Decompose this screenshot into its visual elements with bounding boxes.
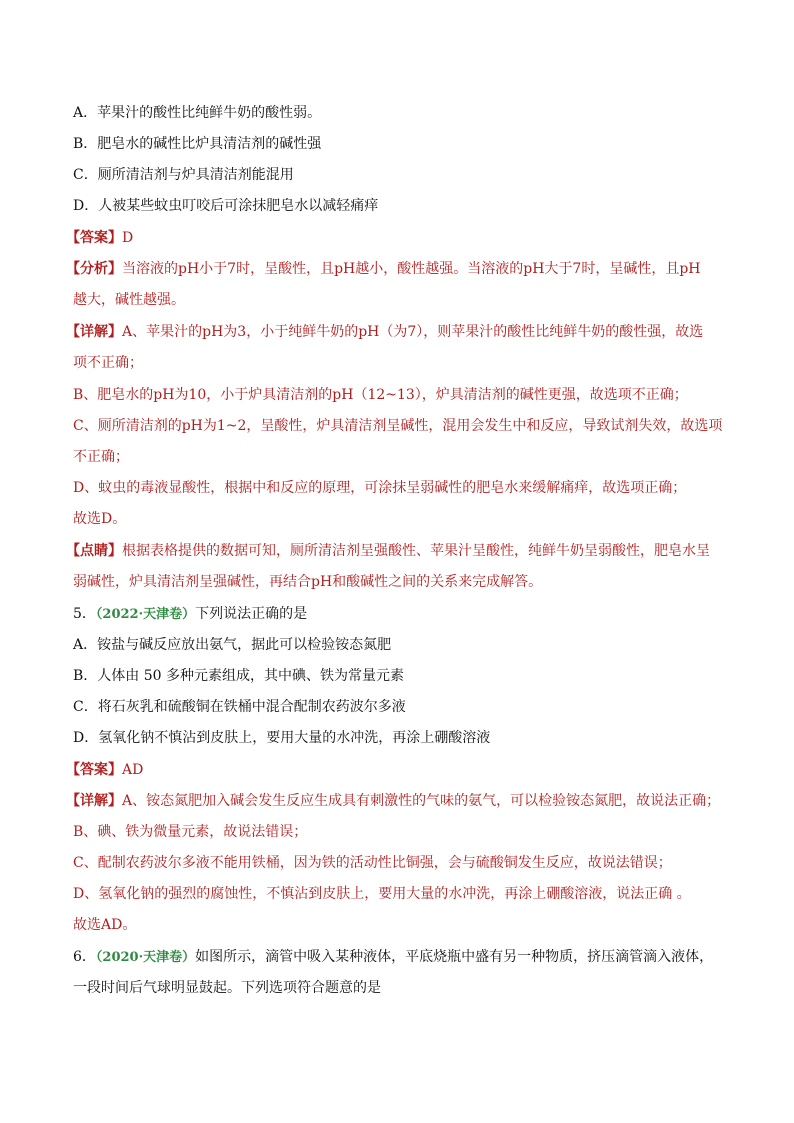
q4-option-a: A．苹果汁的酸性比纯鲜牛奶的酸性弱。 [73, 105, 322, 121]
analysis-tag: 【分析】 [66, 261, 122, 277]
q6-stem-line-1 [73, 947, 733, 968]
detail-tag: 【详解】 [66, 793, 122, 809]
q5-answer [66, 760, 726, 780]
q6-source: （2020·天津卷） [95, 950, 196, 965]
answer-tag: 【答案】 [66, 230, 122, 246]
q5-option-c: C．将石灰乳和硫酸铜在铁桶中混合配制农药波尔多液 [73, 699, 406, 715]
q5-option-d: D．氢氧化钠不慎沾到皮肤上，要用大量的水冲洗，再涂上硼酸溶液 [73, 730, 491, 746]
q4-detail-line-2: 项不正确； [73, 355, 143, 371]
q5-detail-line-2: B、碘、铁为微量元素，故说法错误； [73, 824, 308, 840]
q6-stem-line-2: 一段时间后气球明显鼓起。下列选项符合题意的是 [73, 980, 381, 996]
q4-tip-line-2: 弱碱性，炉具清洁剂呈强碱性，再结合pH和酸碱性之间的关系来完成解答。 [73, 574, 543, 590]
q5-stem-text: 下列说法正确的是 [195, 606, 308, 622]
q6-stem-text: 如图所示，滴管中吸入某种液体，平底烧瓶中盛有另一种物质，挤压滴管滴入液体， [195, 949, 714, 965]
tip-tag: 【点睛】 [66, 543, 122, 559]
q4-option-b: B．肥皂水的碱性比炉具清洁剂的碱性强 [73, 136, 322, 152]
q5-detail-line-4: D、氢氧化钠的强烈的腐蚀性，不慎沾到皮肤上，要用大量的水冲洗，再涂上硼酸溶液，说法正确 。 [73, 886, 691, 902]
q5-detail-line-5: 故选AD。 [73, 917, 137, 933]
q4-tip-line-1 [66, 541, 726, 561]
q4-option-c: C．厕所清洁剂与炉具清洁剂能混用 [73, 167, 294, 183]
q4-detail-line-1 [66, 322, 726, 342]
q4-detail-line-3: B、肥皂水的pH为10，小于炉具清洁剂的pH（12~13），炉具清洁剂的碱性更强，故选项不正确； [73, 387, 688, 403]
q5-number: 5． [73, 606, 96, 622]
answer-tag: 【答案】 [66, 762, 122, 778]
q4-detail-line-7: 故选D。 [73, 511, 127, 527]
q4-detail-line-4: C、厕所清洁剂的pH为1~2，呈酸性，炉具清洁剂呈碱性，混用会发生中和反应，导致试剂失效，故选项 [73, 418, 723, 434]
answer-value: AD [122, 762, 144, 778]
q4-option-d: D．人被某些蚊虫叮咬后可涂抹肥皂水以减轻痛痒 [73, 198, 379, 214]
analysis-text: 当溶液的pH小于7时，呈酸性，且pH越小，酸性越强。当溶液的pH大于7时，呈碱性，且pH [122, 261, 701, 277]
tip-text: 根据表格提供的数据可知，厕所清洁剂呈强酸性、苹果汁呈酸性，纯鲜牛奶呈弱酸性，肥皂水呈 [122, 543, 710, 559]
q5-detail-line-3: C、配制农药波尔多液不能用铁桶，因为铁的活动性比铜强，会与硫酸铜发生反应，故说法错误； [73, 855, 672, 871]
detail-tag: 【详解】 [66, 324, 122, 340]
q4-answer [66, 228, 726, 248]
q4-detail-line-5: 不正确； [73, 449, 129, 465]
detail-text: A、苹果汁的pH为3，小于纯鲜牛奶的pH（为7），则苹果汁的酸性比纯鲜牛奶的酸性强，故选 [122, 324, 704, 340]
q5-option-a: A．铵盐与碱反应放出氨气，据此可以检验铵态氮肥 [73, 637, 392, 653]
q5-source: （2022·天津卷） [95, 607, 196, 622]
q4-analysis-line-2: 越大，碱性越强。 [73, 292, 185, 308]
answer-value: D [122, 230, 134, 246]
detail-text: A、铵态氮肥加入碱会发生反应生成具有刺激性的气味的氨气，可以检验铵态氮肥，故说法正确； [122, 793, 721, 809]
q4-detail-line-6: D、蚊虫的毒液显酸性，根据中和反应的原理，可涂抹呈弱碱性的肥皂水来缓解痛痒，故选项正确； [73, 480, 687, 496]
q5-stem [73, 604, 733, 625]
q5-detail-line-1 [66, 791, 726, 811]
q6-number: 6． [73, 949, 96, 965]
q5-option-b: B．人体由 50 多种元素组成，其中碘、铁为常量元素 [73, 668, 405, 684]
q4-analysis-line-1 [66, 259, 726, 279]
